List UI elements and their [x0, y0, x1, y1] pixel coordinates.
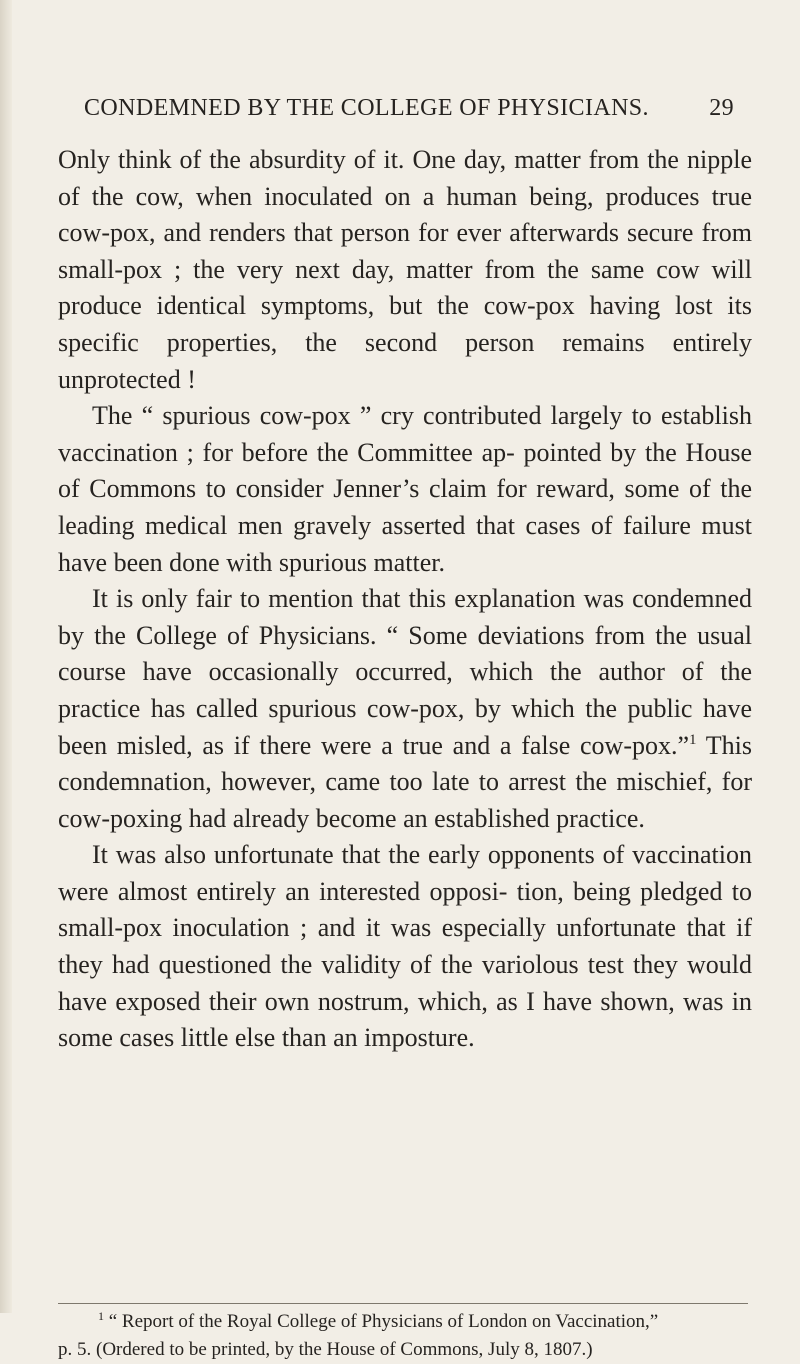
footnote-reference: 1: [689, 731, 697, 748]
running-header: [84, 95, 734, 122]
paragraph-2: The “ spurious cow-pox ” cry contributed largely to establish vaccination ; for before the Committee ap- pointed by the House of Commons to consider Jenner’s claim for reward, some of the leading medical men gravely asserted that cases of failure must have been done with spurious matter.: [58, 401, 752, 577]
page-number: 29: [709, 95, 734, 121]
footnote-line-1: [58, 1308, 752, 1336]
running-title: CONDEMNED BY THE COLLEGE OF PHYSICIANS.: [84, 95, 649, 121]
paragraph-4: It was also unfortunate that the early opponents of vaccination were almost entirely an interested opposi- tion, being pledged to small-pox inoculation ; and it was especially unfortunate that if they had questioned the validity of the variolous test they would have exposed their own nostrum, which, as I have shown, was in some cases little else than an imposture.: [58, 840, 752, 1053]
paragraph-1: Only think of the absurdity of it. One day, matter from the nipple of the cow, when inoculated on a human being, produces true cow-pox, and renders that person for ever afterwards secure from small-pox ; the very next day, matter from the same cow will produce identical symptoms, but the cow-pox having lost its specific properties, the second person remains entirely unprotected !: [58, 145, 752, 394]
paragraph-3: [58, 581, 752, 837]
paragraph-3-quote: It is only fair to mention that this explanation was condemned by the College of Physicians. “ Some deviations from the usual course have occasionally occurred, which the author of the practice has called spurious cow-pox, by which the public have been misled, as if there were a true and a false cow-pox.”: [58, 584, 752, 760]
footnote-text-1: “ Report of the Royal College of Physicians of London on Vaccination,”: [104, 1311, 659, 1332]
footnote-line-2: p. 5. (Ordered to be printed, by the House of Commons, July 8, 1807.): [58, 1339, 593, 1360]
page-binding-edge: [0, 0, 12, 1313]
footnote-divider: [58, 1303, 748, 1304]
main-text: [58, 142, 752, 1057]
paragraph-3-rest: This condemnation, however, came too late to arrest the mischief, for cow-poxing had already become an established practice.: [58, 730, 752, 833]
footnote: [58, 1308, 752, 1364]
footnote-marker: 1: [98, 1309, 104, 1323]
